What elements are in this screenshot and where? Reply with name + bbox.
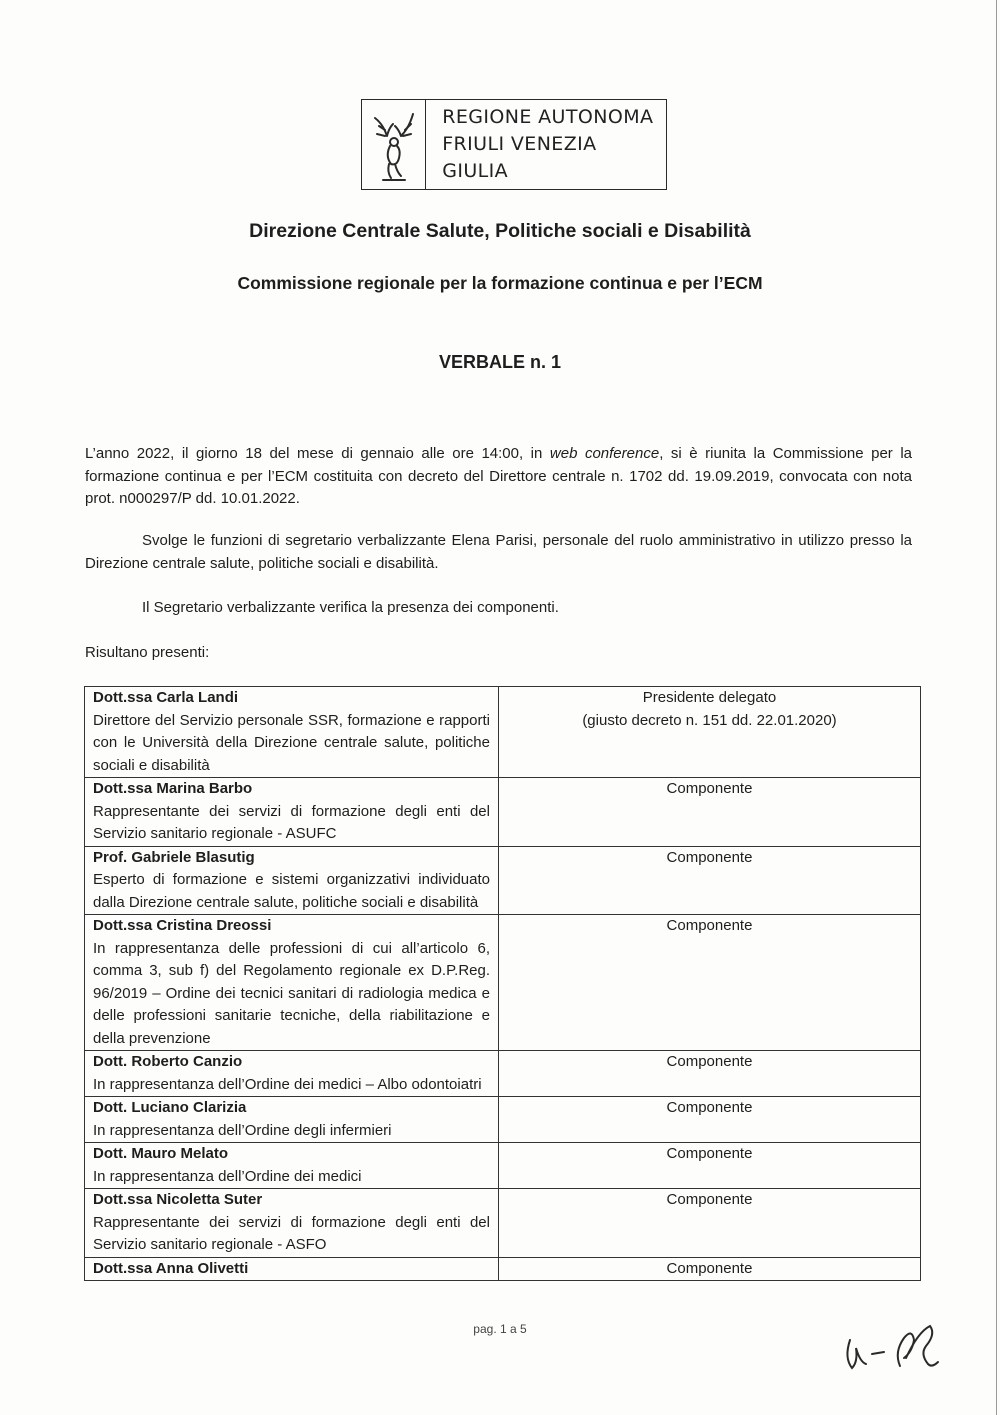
table-row [85,1051,921,1097]
member-name: Dott.ssa Carla Landi [93,689,239,706]
logo-line-1: REGIONE AUTONOMA [442,106,654,128]
member-cell [85,1143,499,1189]
member-name: Dott. Mauro Melato [93,1145,228,1162]
member-description: In rappresentanza delle professioni di cui all’articolo 6, comma 3, sub f) del Regolamento regionale ex D.P.Reg. 96/2019 – Ordine dei tecnici sanitari di radiologia medica e delle professioni sanitarie tecniche, della riabilitazione e della prevenzione [93,939,490,1047]
members-table [84,686,921,1281]
attendees-heading: Risultano presenti: [85,644,210,661]
member-cell [85,1257,499,1281]
table-row [85,1257,921,1281]
role-cell [499,1097,921,1143]
member-role: Componente [666,1099,753,1116]
table-row [85,778,921,847]
table-row [85,1189,921,1258]
table-row [85,846,921,915]
role-cell [499,1143,921,1189]
page-number: pag. 1 a 5 [473,1322,527,1336]
member-cell [85,778,499,847]
member-cell [85,1189,499,1258]
verification-paragraph: Il Segretario verbalizzante verifica la presenza dei componenti. [142,599,559,616]
member-cell [85,846,499,915]
member-description: Rappresentante dei servizi di formazione degli enti del Servizio sanitario regionale - ASFO [93,1213,490,1253]
role-cell [499,1257,921,1281]
member-description: In rappresentanza dell’Ordine dei medici – Albo odontoiatri [93,1075,482,1093]
member-description: In rappresentanza dell’Ordine degli infermieri [93,1121,392,1139]
member-description: Rappresentante dei servizi di formazione degli enti del Servizio sanitario regionale - ASUFC [93,802,490,842]
role-cell [499,915,921,1051]
table-row [85,1097,921,1143]
role-cell [499,1051,921,1097]
eagle-emblem-icon [362,100,426,189]
member-description: In rappresentanza dell’Ordine dei medici [93,1167,362,1185]
verbale-title: VERBALE n. 1 [438,352,562,372]
member-role: Componente [666,1191,753,1208]
member-role: Componente [666,1053,753,1070]
commission-title: Commissione regionale per la formazione continua e per l’ECM [237,273,763,293]
member-role: Presidente delegato [642,689,777,706]
member-cell [85,1097,499,1143]
member-role: Componente [666,780,753,797]
member-cell [85,915,499,1051]
table-row [85,687,921,778]
role-cell [499,687,921,778]
scan-edge-line [996,0,997,1415]
opening-paragraph [85,443,912,511]
member-role-note: (giusto decreto n. 151 dd. 22.01.2020) [582,711,837,729]
member-name: Dott.ssa Nicoletta Suter [93,1191,263,1208]
logo-text [426,104,666,185]
opening-text-start: L’anno 2022, il giorno 18 del mese di gennaio alle ore 14:00, in [85,445,550,462]
member-description: Esperto di formazione e sistemi organizzativi individuato dalla Direzione centrale salute, politiche sociali e disabilità [93,871,490,911]
handwritten-initials-icon [838,1318,948,1378]
opening-text-italic: web conference [549,445,660,462]
secretary-paragraph: Svolge le funzioni di segretario verbalizzante Elena Parisi, personale del ruolo amministrativo in utilizzo presso la Direzione centrale salute, politiche sociali e disabilità. [85,532,912,572]
member-role: Componente [666,1145,753,1162]
member-name: Dott. Luciano Clarizia [93,1099,247,1116]
direction-title: Direzione Centrale Salute, Politiche sociali e Disabilità [249,220,751,242]
opening-text-end: , si è riunita la Commissione per la formazione continua e per l’ECM costituita con decreto del Direttore centrale n. 1702 dd. 19.09.2019, convocata con nota prot. n000297/P dd. 10.01.2022. [85,445,913,507]
member-name: Dott.ssa Anna Olivetti [93,1259,249,1277]
member-name: Dott.ssa Cristina Dreossi [93,917,272,934]
region-logo [361,99,667,190]
role-cell [499,778,921,847]
table-row [85,1143,921,1189]
role-cell [499,846,921,915]
logo-line-2: FRIULI VENEZIA GIULIA [442,133,597,182]
member-name: Prof. Gabriele Blasutig [93,848,255,866]
member-role: Componente [666,917,753,934]
role-cell [499,1189,921,1258]
member-cell [85,1051,499,1097]
member-cell [85,687,499,778]
member-role: Componente [666,848,753,866]
member-role: Componente [666,1259,753,1277]
member-description: Direttore del Servizio personale SSR, formazione e rapporti con le Università della Direzione centrale salute, politiche sociali e disabilità [93,711,490,774]
member-name: Dott.ssa Marina Barbo [93,780,253,797]
member-name: Dott. Roberto Canzio [93,1053,243,1070]
table-row [85,915,921,1051]
